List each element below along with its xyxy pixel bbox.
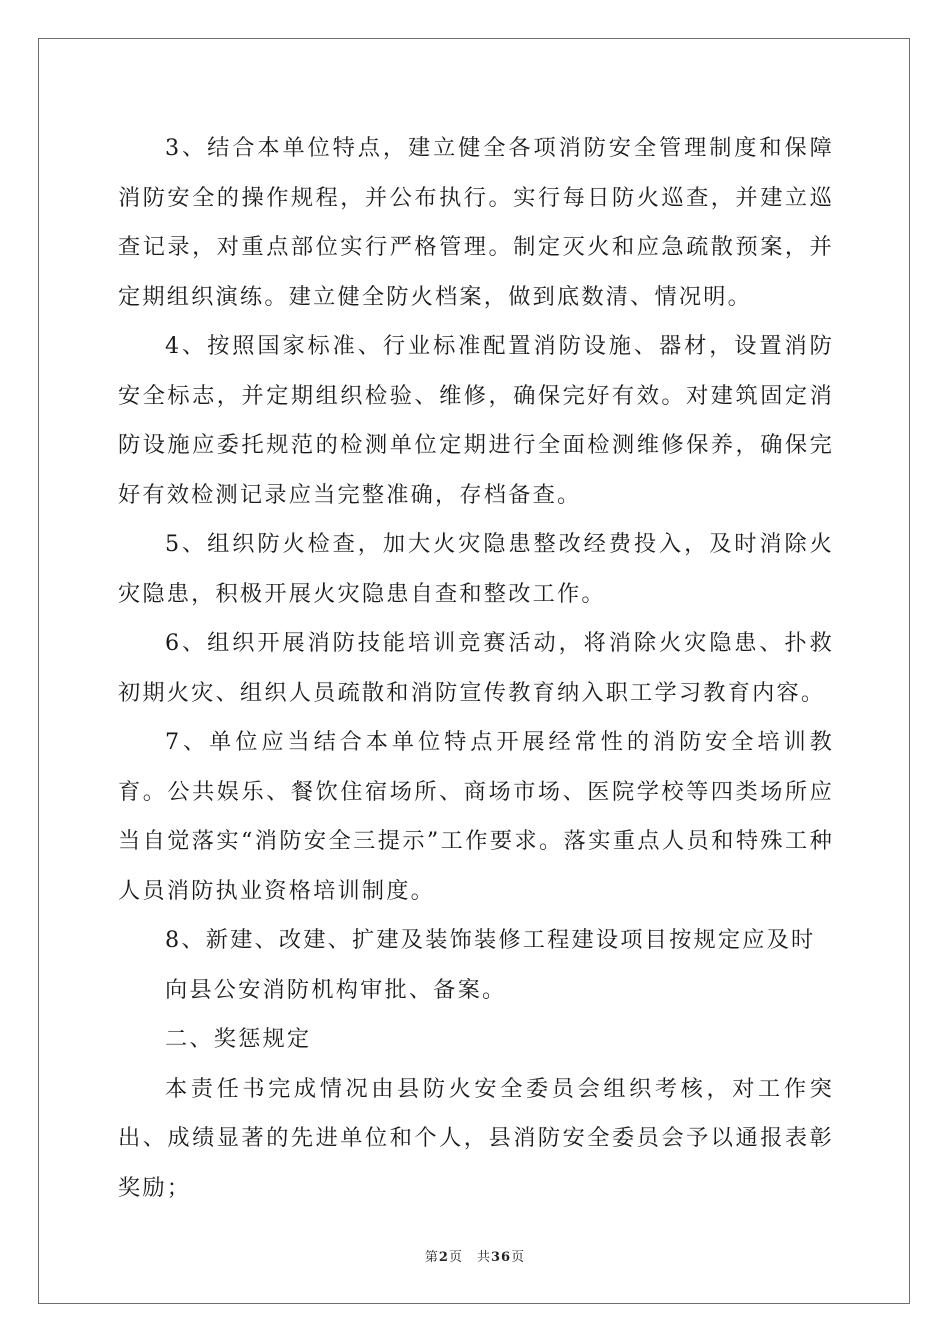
total-prefix: 共 bbox=[476, 1250, 491, 1265]
paragraph-item-8-continued: 向县公安消防机构审批、备案。 bbox=[165, 976, 507, 1003]
paragraph-item-3: 3、结合本单位特点，建立健全各项消防安全管理制度和保障消防安全的操作规程，并公布执行。实行每日防火巡查，并建立巡查记录，对重点部位实行严格管理。制定灭火和应急疏散预案，并定期组织演练。建立健全防火档案，做到底数清、情况明。 bbox=[118, 135, 834, 310]
paragraph-item-6: 6、组织开展消防技能培训竞赛活动，将消除火灾隐患、扑救初期火灾、组织人员疏散和消防宣传教育纳入职工学习教育内容。 bbox=[118, 630, 834, 706]
section-heading-rewards: 二、奖惩规定 bbox=[165, 1026, 312, 1052]
document-body bbox=[118, 124, 834, 1213]
total-suffix: 页 bbox=[511, 1250, 526, 1265]
paragraph-item-8: 8、新建、改建、扩建及装饰装修工程建设项目按规定应及时 bbox=[165, 927, 816, 953]
paragraph-item-4: 4、按照国家标准、行业标准配置消防设施、器材，设置消防安全标志，并定期组织检验、维修，确保完好有效。对建筑固定消防设施应委托规范的检测单位定期进行全面检测维修保养，确保完好有效检测记录应当完整准确，存档备查。 bbox=[118, 333, 834, 508]
page-suffix: 页 bbox=[448, 1250, 463, 1265]
total-pages: 36 bbox=[490, 1250, 512, 1265]
paragraph-rewards-body: 本责任书完成情况由县防火安全委员会组织考核，对工作突出、成绩显著的先进单位和个人，县消防安全委员会予以通报表彰奖励； bbox=[118, 1075, 834, 1201]
page-footer bbox=[0, 1246, 950, 1265]
paragraph-item-7: 7、单位应当结合本单位特点开展经常性的消防安全培训教育。公共娱乐、餐饮住宿场所、商场市场、医院学校等四类场所应当自觉落实“消防安全三提示”工作要求。落实重点人员和特殊工种人员消防执业资格培训制度。 bbox=[118, 729, 834, 904]
paragraph-item-5: 5、组织防火检查，加大火灾隐患整改经费投入，及时消除火灾隐患，积极开展火灾隐患自查和整改工作。 bbox=[118, 531, 834, 607]
page-prefix: 第 bbox=[424, 1250, 439, 1265]
page-number: 2 bbox=[438, 1250, 449, 1265]
